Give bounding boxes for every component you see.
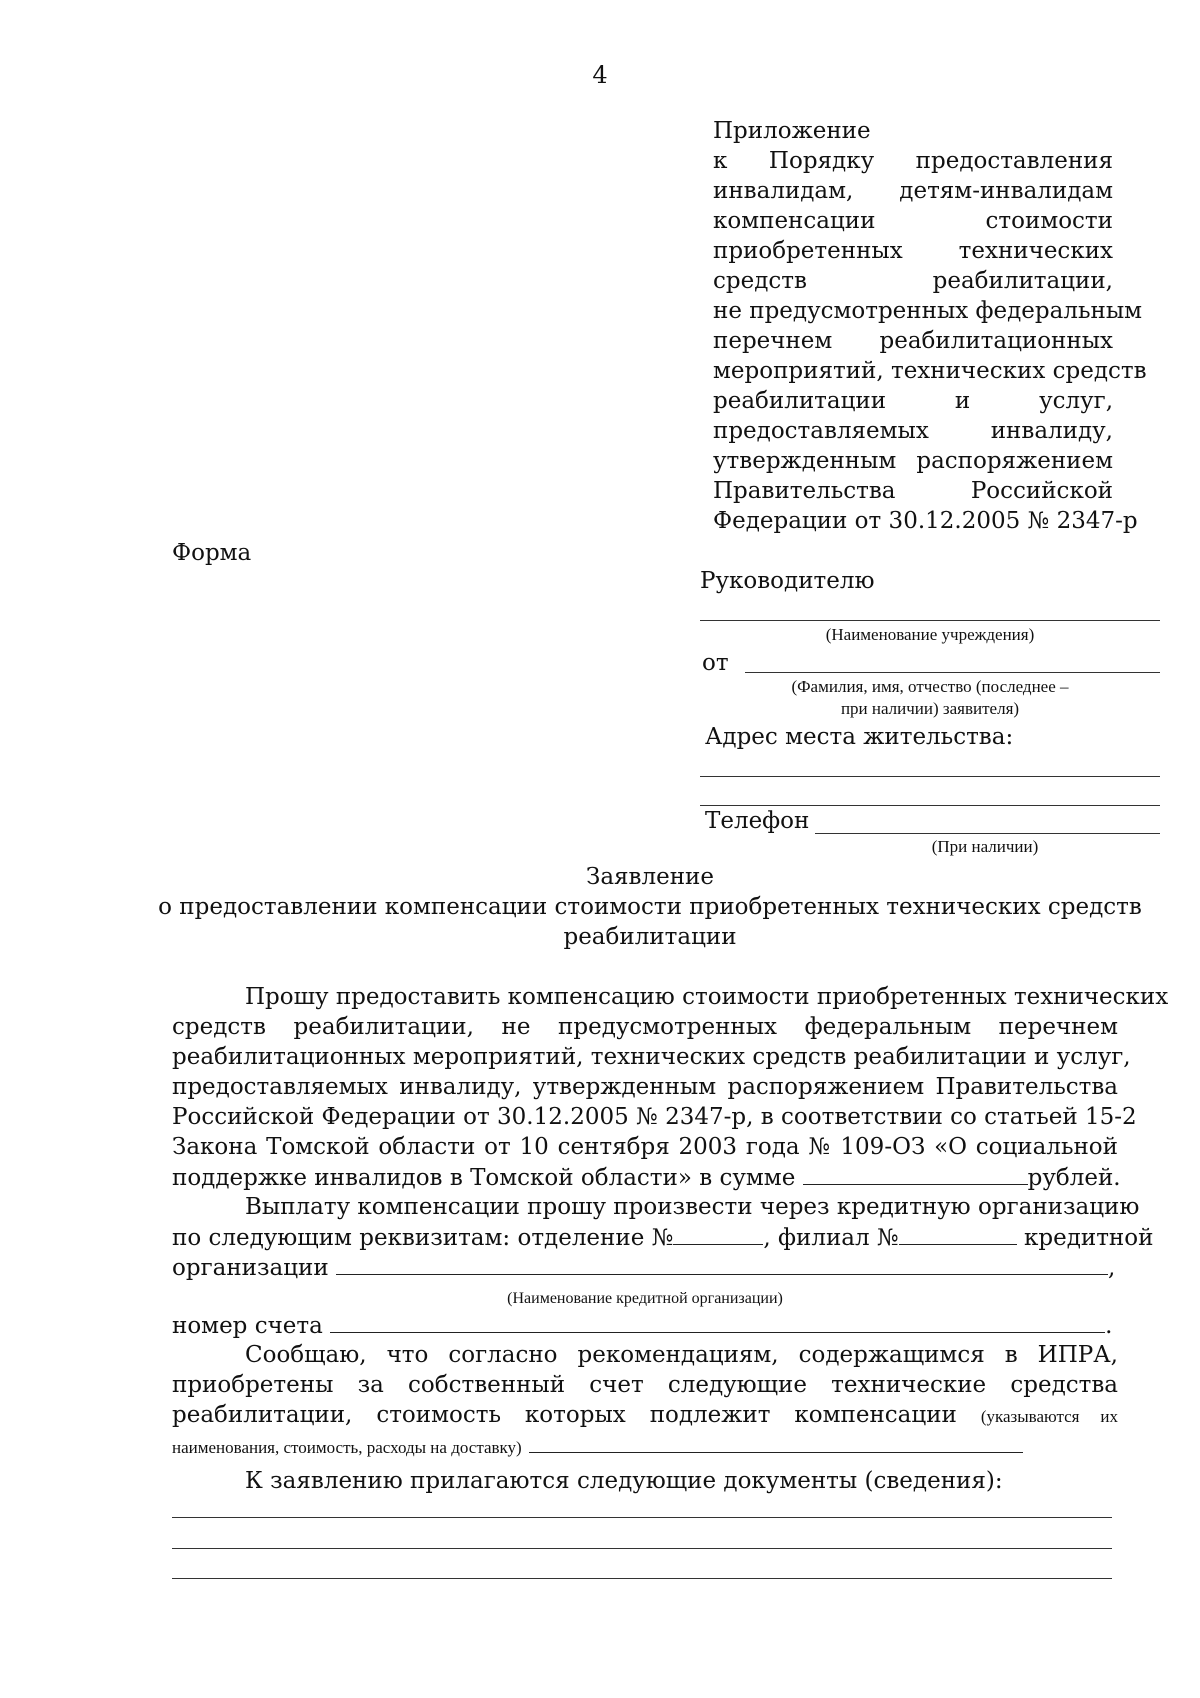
amount-blank: [803, 1162, 1028, 1185]
phone-label: Телефон: [705, 808, 810, 834]
appendix-line: предоставляемых инвалиду,: [713, 418, 1113, 444]
body-line: Сообщаю, что согласно рекомендациям, содержащимся в ИПРА,: [245, 1342, 1118, 1368]
appendix-title: Приложение: [713, 118, 871, 144]
documents-line: [172, 1578, 1112, 1579]
address-line: [700, 776, 1160, 777]
appendix-line: Правительства Российской: [713, 478, 1113, 504]
body-line: [172, 1222, 1154, 1252]
account-label: номер счета: [172, 1313, 323, 1339]
phone-caption: (При наличии): [931, 837, 1039, 856]
appendix-line: Федерации от 30.12.2005 № 2347-р: [713, 508, 1138, 534]
statement-title: Заявление: [586, 864, 714, 890]
address-label: Адрес места жительства:: [705, 724, 1014, 750]
account-number-blank: [330, 1310, 1105, 1333]
body-text: организации: [172, 1255, 329, 1281]
addressee-label: Руководителю: [700, 568, 875, 594]
filial-number-blank: [899, 1222, 1017, 1245]
from-label: от: [702, 650, 729, 676]
appendix-line: к Порядку предоставления: [713, 148, 1113, 174]
applicant-name-caption: при наличии) заявителя): [840, 699, 1020, 718]
body-text: рублей.: [1027, 1165, 1121, 1191]
body-line: Прошу предоставить компенсацию стоимости приобретенных технических: [245, 984, 1169, 1010]
body-line: [172, 1430, 1118, 1460]
institution-caption: (Наименование учреждения): [825, 625, 1035, 644]
body-line: предоставляемых инвалиду, утвержденным распоряжением Правительства: [172, 1074, 1118, 1100]
appendix-line: инвалидам, детям-инвалидам: [713, 178, 1113, 204]
body-note: (указываются их: [980, 1407, 1118, 1426]
statement-subtitle: о предоставлении компенсации стоимости приобретенных технических средств: [158, 894, 1142, 920]
appendix-line: не предусмотренных федеральным: [713, 298, 1143, 324]
documents-line: [172, 1548, 1112, 1549]
body-line: [172, 1252, 1118, 1282]
applicant-name-caption: (Фамилия, имя, отчество (последнее –: [791, 677, 1069, 696]
appendix-line: утвержденным распоряжением: [713, 448, 1113, 474]
appendix-line: компенсации стоимости: [713, 208, 1113, 234]
body-text: кредитной: [1024, 1225, 1154, 1251]
page-number: 4: [592, 61, 608, 89]
appendix-line: средств реабилитации,: [713, 268, 1113, 294]
body-line: [172, 1162, 1121, 1192]
documents-line: [172, 1517, 1112, 1518]
body-note: наименования, стоимость, расходы на доставку): [172, 1438, 522, 1457]
body-line: К заявлению прилагаются следующие документы (сведения):: [245, 1468, 1003, 1494]
applicant-name-line: [745, 672, 1160, 673]
appendix-line: приобретенных технических: [713, 238, 1113, 264]
body-line: [172, 1310, 1118, 1340]
items-blank: [529, 1430, 1023, 1453]
branch-number-blank: [673, 1222, 763, 1245]
credit-org-caption: (Наименование кредитной организации): [507, 1290, 783, 1307]
body-line: реабилитационных мероприятий, технических средств реабилитации и услуг,: [172, 1044, 1131, 1070]
body-line: [172, 1400, 1118, 1430]
institution-line: [700, 620, 1160, 621]
body-text: , филиал №: [763, 1225, 899, 1251]
body-line: приобретены за собственный счет следующие технические средства: [172, 1372, 1118, 1398]
appendix-line: реабилитации и услуг,: [713, 388, 1113, 414]
body-text: поддержке инвалидов в Томской области» в сумме: [172, 1165, 796, 1191]
appendix-line: мероприятий, технических средств: [713, 358, 1147, 384]
body-line: Российской Федерации от 30.12.2005 № 2347-р, в соответствии со статьей 15-2: [172, 1104, 1137, 1130]
body-text: реабилитации, стоимость которых подлежит компенсации: [172, 1402, 957, 1428]
form-label: Форма: [172, 540, 252, 566]
body-line: средств реабилитации, не предусмотренных федеральным перечнем: [172, 1014, 1118, 1040]
body-text: .: [1105, 1313, 1113, 1339]
appendix-line: перечнем реабилитационных: [713, 328, 1113, 354]
statement-subtitle: реабилитации: [563, 924, 737, 950]
body-line: Выплату компенсации прошу произвести через кредитную организацию: [245, 1194, 1140, 1220]
body-text: по следующим реквизитам: отделение №: [172, 1225, 674, 1251]
credit-org-blank: [336, 1252, 1108, 1275]
body-line: Закона Томской области от 10 сентября 2003 года № 109-ОЗ «О социальной: [172, 1134, 1118, 1160]
body-text: ,: [1108, 1255, 1116, 1281]
phone-line: [815, 833, 1160, 834]
